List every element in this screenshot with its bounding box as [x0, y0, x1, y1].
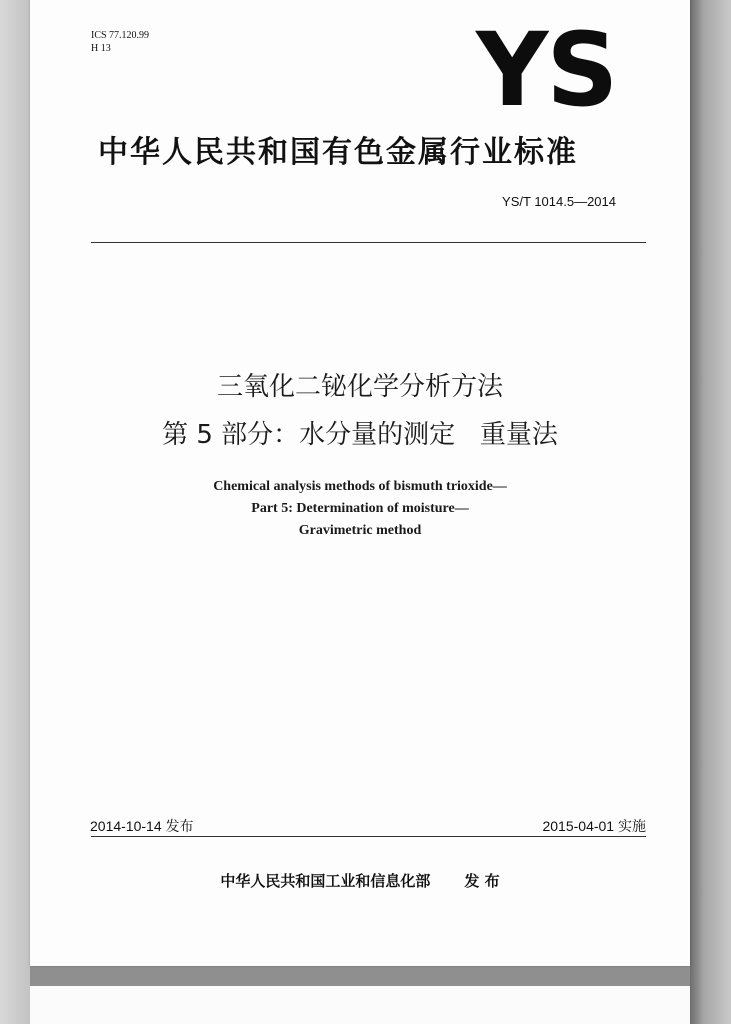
chinese-title-line-2: 第 5 部分：水分量的测定 重量法	[162, 420, 558, 450]
ics-code: ICS 77.120.99	[91, 30, 150, 41]
background-right	[690, 0, 731, 1024]
next-page-edge	[30, 986, 690, 1024]
effective-date: 2015-04-01 实施	[542, 818, 646, 834]
classification-codes	[91, 29, 149, 55]
issue-label: 发 布	[464, 872, 500, 890]
issuer-name: 中华人民共和国工业和信息化部	[220, 872, 431, 890]
header-divider	[91, 242, 646, 243]
english-title-line-3: Gravimetric method	[298, 523, 422, 538]
issuer-line	[30, 870, 690, 891]
standard-title: 中华人民共和国有色金属行业标准	[98, 135, 578, 170]
chinese-title-line-1: 三氧化二铋化学分析方法	[216, 372, 503, 402]
document-cover-page	[30, 0, 690, 966]
ccs-code: H 13	[91, 43, 111, 54]
issue-date: 2014-10-14 发布	[90, 818, 194, 834]
english-title-line-1: Chemical analysis methods of bismuth trioxide—	[213, 479, 507, 494]
standard-number: YS/T 1014.5—2014	[502, 194, 616, 209]
footer-divider	[91, 836, 646, 837]
background-left	[0, 0, 30, 1024]
english-title-line-2: Part 5: Determination of moisture—	[251, 501, 469, 516]
ys-logo: YS	[476, 11, 617, 130]
